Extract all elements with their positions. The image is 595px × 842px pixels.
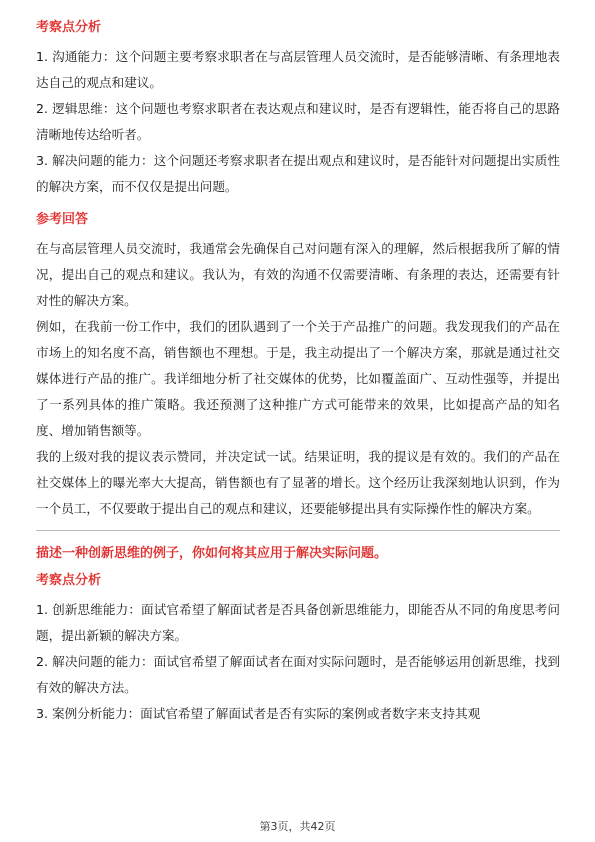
document-page bbox=[36, 18, 560, 727]
section-divider bbox=[36, 530, 560, 531]
analysis-item: 1. 创新思维能力：面试官希望了解面试者是否具备创新思维能力，即能否从不同的角度思考问题，提出新颖的解决方案。 bbox=[36, 602, 560, 643]
analysis-heading: 考察点分析 bbox=[36, 573, 102, 588]
question-title: 描述一种创新思维的例子，你如何将其应用于解决实际问题。 bbox=[36, 546, 388, 561]
analysis-item: 3. 案例分析能力：面试官希望了解面试者是否有实际的案例或者数字来支持其观 bbox=[36, 706, 481, 721]
analysis-item: 3. 解决问题的能力：这个问题还考察求职者在提出观点和建议时，是否能针对问题提出实质性的解决方案，而不仅仅是提出问题。 bbox=[36, 153, 560, 194]
page-number: 第3页，共42页 bbox=[259, 820, 336, 833]
analysis-heading: 考察点分析 bbox=[36, 20, 102, 35]
answer-paragraph: 例如，在我前一份工作中，我们的团队遇到了一个关于产品推广的问题。我发现我们的产品在市场上的知名度不高，销售额也不理想。于是，我主动提出了一个解决方案，那就是通过社交媒体进行产品的推广。我详细地分析了社交媒体的优势，比如覆盖面广、互动性强等，并提出了一系列具体的推广策略。我还预测了这种推广方式可能带来的效果，比如提高产品的知名度、增加销售额等。 bbox=[36, 319, 560, 438]
analysis-item: 2. 逻辑思维：这个问题也考察求职者在表达观点和建议时，是否有逻辑性，能否将自己的思路清晰地传达给听者。 bbox=[36, 101, 560, 142]
analysis-item: 2. 解决问题的能力：面试官希望了解面试者在面对实际问题时，是否能够运用创新思维，找到有效的解决方法。 bbox=[36, 654, 560, 695]
answer-paragraph: 我的上级对我的提议表示赞同，并决定试一试。结果证明，我的提议是有效的。我们的产品在社交媒体上的曝光率大大提高，销售额也有了显著的增长。这个经历让我深刻地认识到，作为一个员工，不仅要敢于提出自己的观点和建议，还要能够提出具有实际操作性的解决方案。 bbox=[36, 449, 560, 516]
answer-heading: 参考回答 bbox=[36, 212, 89, 227]
analysis-item: 1. 沟通能力：这个问题主要考察求职者在与高层管理人员交流时，是否能够清晰、有条理地表达自己的观点和建议。 bbox=[36, 49, 560, 90]
answer-paragraph: 在与高层管理人员交流时，我通常会先确保自己对问题有深入的理解，然后根据我所了解的情况，提出自己的观点和建议。我认为，有效的沟通不仅需要清晰、有条理的表达，还需要有针对性的解决方案。 bbox=[36, 241, 560, 308]
